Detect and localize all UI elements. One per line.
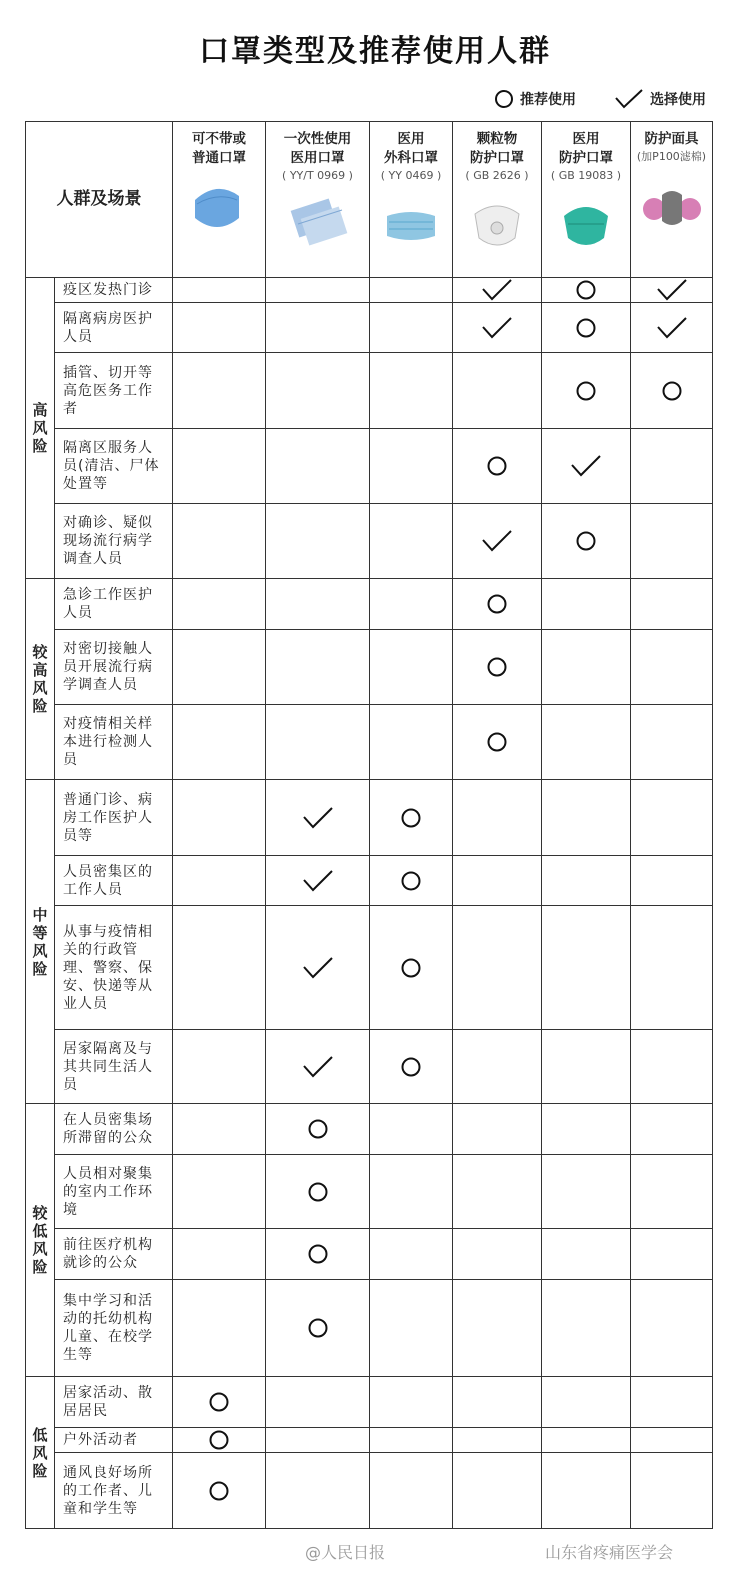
check-icon (481, 316, 513, 340)
mark-empty (266, 579, 370, 630)
header-col-standard: ( GB 2626 ) (465, 169, 529, 182)
circle-icon (486, 731, 508, 753)
mark-empty (453, 856, 542, 906)
mark-circle (370, 856, 453, 906)
circle-icon (208, 1480, 230, 1502)
mark-empty (370, 278, 453, 303)
mark-empty (453, 1377, 542, 1428)
mark-empty (266, 630, 370, 705)
risk-category (26, 1377, 55, 1529)
mark-check (453, 278, 542, 303)
scene-cell: 人员密集区的工作人员 (55, 856, 173, 906)
circle-icon (208, 1429, 230, 1451)
mark-empty (453, 1428, 542, 1453)
table-row (26, 1229, 713, 1280)
mark-circle (542, 504, 631, 579)
mark-check (542, 429, 631, 504)
scene-cell: 居家活动、散居居民 (55, 1377, 173, 1428)
circle-icon (575, 530, 597, 552)
mark-circle (631, 353, 713, 429)
header-col-line1: 一次性使用 (283, 131, 352, 147)
mark-empty (173, 856, 266, 906)
circle-icon (661, 380, 683, 402)
mark-circle (173, 1453, 266, 1529)
risk-category-label: 中等风险 (32, 905, 48, 978)
circle-icon (486, 593, 508, 615)
circle-icon (575, 380, 597, 402)
table-row (26, 579, 713, 630)
scene-cell: 插管、切开等高危医务工作者 (55, 353, 173, 429)
legend-recommend (494, 89, 576, 109)
mark-circle (266, 1280, 370, 1377)
mark-empty (631, 780, 713, 856)
risk-category-label: 较低风险 (32, 1204, 48, 1276)
watermark-left: @人民日报 (305, 1543, 386, 1562)
scene-cell: 对疫情相关样本进行检测人员 (55, 705, 173, 780)
risk-category-label: 低风险 (32, 1425, 48, 1480)
mark-empty (266, 429, 370, 504)
mark-empty (370, 1104, 453, 1155)
mark-circle (453, 579, 542, 630)
mark-check (631, 303, 713, 353)
circle-icon (307, 1181, 329, 1203)
circle-icon (307, 1317, 329, 1339)
mark-circle (266, 1155, 370, 1229)
mark-empty (453, 1104, 542, 1155)
medical-respirator-icon (554, 194, 618, 252)
check-icon (302, 956, 334, 980)
mark-empty (631, 906, 713, 1030)
mark-empty (173, 353, 266, 429)
header-col-0 (173, 122, 266, 278)
scene-cell: 对确诊、疑似现场流行病学调查人员 (55, 504, 173, 579)
check-icon (656, 316, 688, 340)
circle-icon (486, 656, 508, 678)
check-icon (481, 529, 513, 553)
mark-empty (631, 1280, 713, 1377)
mark-empty (453, 780, 542, 856)
header-col-line1: 颗粒物 (476, 131, 518, 147)
mark-circle (370, 1030, 453, 1104)
mark-empty (173, 1104, 266, 1155)
mark-empty (173, 429, 266, 504)
table-row (26, 429, 713, 504)
mark-empty (631, 429, 713, 504)
mark-empty (370, 630, 453, 705)
circle-icon (575, 279, 597, 301)
mark-empty (370, 504, 453, 579)
mark-empty (173, 1155, 266, 1229)
mark-empty (370, 303, 453, 353)
legend-recommend-label: 推荐使用 (520, 92, 576, 108)
mark-empty (631, 504, 713, 579)
risk-category (26, 579, 55, 780)
mark-empty (542, 1453, 631, 1529)
mark-empty (453, 353, 542, 429)
mark-empty (266, 353, 370, 429)
circle-icon (400, 1056, 422, 1078)
mark-empty (542, 1280, 631, 1377)
mark-empty (370, 1229, 453, 1280)
mark-circle (370, 780, 453, 856)
header-col-line2: 医用口罩 (290, 150, 345, 166)
header-col-line2: 普通口罩 (192, 150, 246, 166)
scene-cell: 在人员密集场所滞留的公众 (55, 1104, 173, 1155)
circle-icon (208, 1391, 230, 1413)
surgical-mask-icon (379, 194, 443, 252)
mark-empty (631, 1377, 713, 1428)
mark-empty (453, 1453, 542, 1529)
table-row (26, 630, 713, 705)
mark-empty (173, 1030, 266, 1104)
mark-empty (266, 705, 370, 780)
mark-empty (173, 630, 266, 705)
header-col-2 (370, 122, 453, 278)
header-col-1 (266, 122, 370, 278)
risk-category (26, 278, 55, 579)
header-col-standard: (加P100滤棉) (636, 150, 707, 163)
circle-icon (575, 317, 597, 339)
header-col-line1: 可不带或 (192, 131, 246, 147)
check-icon (302, 869, 334, 893)
scene-cell: 户外活动者 (55, 1428, 173, 1453)
mark-empty (370, 705, 453, 780)
header-col-standard: ( YY/T 0969 ) (282, 169, 353, 182)
mark-empty (542, 906, 631, 1030)
table-row (26, 1030, 713, 1104)
mark-empty (631, 1428, 713, 1453)
mark-empty (542, 705, 631, 780)
mark-check (266, 1030, 370, 1104)
header-col-line1: 医用 (572, 131, 600, 147)
mark-check (453, 303, 542, 353)
scene-cell: 疫区发热门诊 (55, 278, 173, 303)
circle-icon (400, 957, 422, 979)
check-icon (481, 278, 513, 302)
mark-circle (542, 353, 631, 429)
mark-empty (370, 1280, 453, 1377)
mark-circle (370, 906, 453, 1030)
table-row (26, 1155, 713, 1229)
check-icon (302, 1055, 334, 1079)
circle-icon (307, 1243, 329, 1265)
scene-cell: 集中学习和活动的托幼机构儿童、在校学生等 (55, 1280, 173, 1377)
mark-circle (453, 705, 542, 780)
mark-empty (266, 278, 370, 303)
table-row (26, 705, 713, 780)
mark-check (453, 504, 542, 579)
cloth-mask-icon (187, 178, 251, 236)
mark-circle (453, 630, 542, 705)
mark-empty (631, 1104, 713, 1155)
mark-empty (631, 579, 713, 630)
scene-cell: 人员相对聚集的室内工作环境 (55, 1155, 173, 1229)
header-col-3 (453, 122, 542, 278)
mark-empty (631, 1155, 713, 1229)
circle-icon (400, 870, 422, 892)
mark-empty (453, 1280, 542, 1377)
mark-empty (631, 856, 713, 906)
header-col-standard: ( GB 19083 ) (550, 169, 622, 182)
mark-check (631, 278, 713, 303)
risk-category (26, 1104, 55, 1377)
mark-empty (266, 1377, 370, 1428)
scene-cell: 通风良好场所的工作者、儿童和学生等 (55, 1453, 173, 1529)
mark-empty (542, 1104, 631, 1155)
mark-check (266, 780, 370, 856)
header-corner: 人群及场景 (26, 122, 173, 278)
header-col-line2: 防护口罩 (470, 150, 524, 166)
legend-optional (614, 88, 706, 110)
table-row (26, 906, 713, 1030)
scene-cell: 隔离区服务人员(清洁、尸体处置等 (55, 429, 173, 504)
header-col-line2: 外科口罩 (384, 150, 438, 166)
mark-check (266, 906, 370, 1030)
check-icon (570, 454, 602, 478)
mark-empty (370, 429, 453, 504)
mark-circle (173, 1428, 266, 1453)
mark-circle (173, 1377, 266, 1428)
mark-empty (453, 1155, 542, 1229)
risk-category-label: 较高风险 (32, 643, 48, 715)
check-icon (614, 88, 644, 110)
disposable-mask-icon (286, 194, 350, 252)
mark-empty (370, 579, 453, 630)
table-row (26, 303, 713, 353)
mark-empty (542, 1428, 631, 1453)
mark-empty (370, 1428, 453, 1453)
legend (456, 88, 706, 110)
n95-white-mask-icon (465, 194, 529, 252)
mark-empty (173, 906, 266, 1030)
mark-circle (266, 1104, 370, 1155)
mark-empty (631, 1453, 713, 1529)
mark-circle (453, 429, 542, 504)
table-row (26, 1104, 713, 1155)
mark-empty (173, 780, 266, 856)
mark-empty (370, 1453, 453, 1529)
table-row (26, 353, 713, 429)
mark-empty (453, 1030, 542, 1104)
mark-empty (631, 630, 713, 705)
mark-empty (173, 278, 266, 303)
mark-empty (370, 1155, 453, 1229)
mark-empty (453, 906, 542, 1030)
mark-empty (542, 579, 631, 630)
circle-icon (494, 89, 514, 109)
table-row (26, 278, 713, 303)
header-col-line2: 防护口罩 (559, 150, 613, 166)
header-col-line1: 医用 (397, 131, 425, 147)
table-row (26, 1428, 713, 1453)
mark-empty (453, 1229, 542, 1280)
header-col-standard: ( YY 0469 ) (380, 169, 442, 182)
scene-cell: 从事与疫情相关的行政管理、警察、保安、快递等从业人员 (55, 906, 173, 1030)
header-col-5 (631, 122, 713, 278)
header-col-line1: 防护面具 (644, 131, 699, 147)
mark-empty (266, 504, 370, 579)
table-row (26, 856, 713, 906)
table-row (26, 1377, 713, 1428)
circle-icon (486, 455, 508, 477)
mark-circle (266, 1229, 370, 1280)
table-row (26, 1280, 713, 1377)
scene-cell: 居家隔离及与其共同生活人员 (55, 1030, 173, 1104)
mark-empty (542, 856, 631, 906)
risk-category (26, 780, 55, 1104)
scene-cell: 对密切接触人员开展流行病学调查人员 (55, 630, 173, 705)
mark-empty (631, 1030, 713, 1104)
mark-empty (542, 1030, 631, 1104)
table-row (26, 1453, 713, 1529)
mark-empty (173, 579, 266, 630)
scene-cell: 隔离病房医护人员 (55, 303, 173, 353)
check-icon (656, 278, 688, 302)
mark-empty (542, 1229, 631, 1280)
watermark-right: 山东省疼痛医学会 (545, 1543, 674, 1562)
mark-empty (173, 504, 266, 579)
circle-icon (307, 1118, 329, 1140)
mark-empty (173, 303, 266, 353)
table-row (26, 780, 713, 856)
page-title: 口罩类型及推荐使用人群 (199, 34, 551, 69)
mark-empty (542, 1377, 631, 1428)
check-icon (302, 806, 334, 830)
mark-empty (370, 1377, 453, 1428)
scene-cell: 前往医疗机构就诊的公众 (55, 1229, 173, 1280)
header-col-4 (542, 122, 631, 278)
mark-empty (266, 303, 370, 353)
scene-cell: 普通门诊、病房工作医护人员等 (55, 780, 173, 856)
mark-empty (173, 705, 266, 780)
mark-empty (631, 705, 713, 780)
mark-empty (631, 1229, 713, 1280)
respirator-mask-icon (640, 175, 704, 233)
mark-empty (266, 1428, 370, 1453)
legend-optional-label: 选择使用 (650, 92, 706, 108)
mark-empty (173, 1229, 266, 1280)
mark-empty (542, 630, 631, 705)
mark-empty (266, 1453, 370, 1529)
mark-empty (542, 780, 631, 856)
mark-circle (542, 278, 631, 303)
circle-icon (400, 807, 422, 829)
table-row (26, 504, 713, 579)
mark-empty (173, 1280, 266, 1377)
mark-check (266, 856, 370, 906)
risk-category-label: 高风险 (32, 401, 48, 455)
mask-table (25, 121, 713, 1529)
mark-empty (370, 353, 453, 429)
mark-empty (542, 1155, 631, 1229)
mark-circle (542, 303, 631, 353)
scene-cell: 急诊工作医护人员 (55, 579, 173, 630)
